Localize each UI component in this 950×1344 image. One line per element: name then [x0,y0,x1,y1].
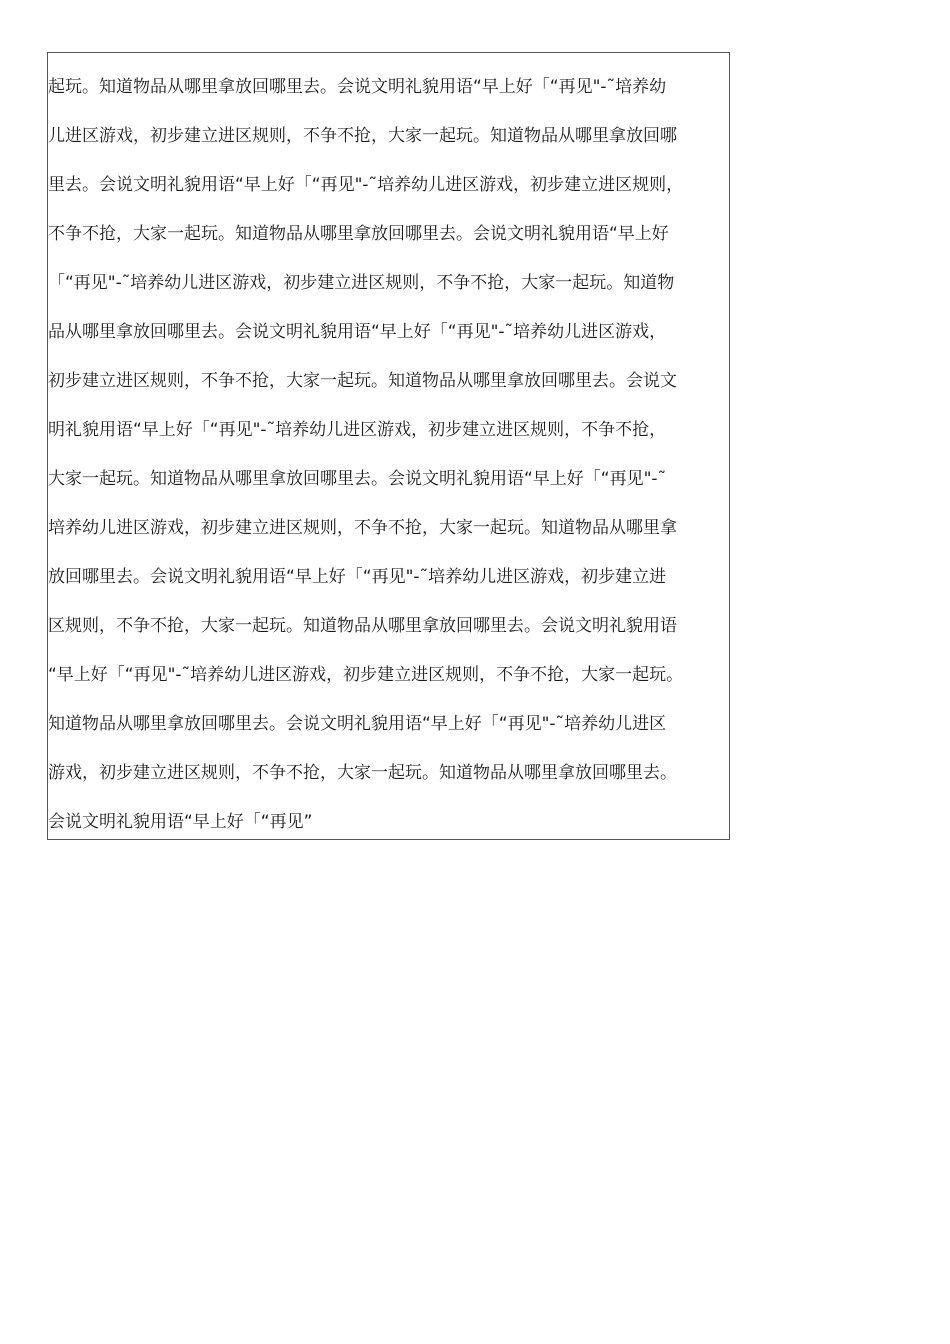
text-line-4: 不争不抢，大家一起玩。知道物品从哪里拿放回哪里去。会说文明礼貌用语“早上好 [48,224,669,244]
text-line-8: 明礼貌用语“早上好「“再见"-˜培养幼儿进区游戏，初步建立进区规则，不争不抢， [48,420,667,440]
text-line-5: 「“再见"-˜培养幼儿进区游戏，初步建立进区规则，不争不抢，大家一起玩。知道物 [48,273,675,293]
text-line-7: 初步建立进区规则，不争不抢，大家一起玩。知道物品从哪里拿放回哪里去。会说文 [48,371,677,391]
text-line-12: 区规则，不争不抢，大家一起玩。知道物品从哪里拿放回哪里去。会说文明礼貌用语 [48,616,677,636]
text-line-6: 品从哪里拿放回哪里去。会说文明礼貌用语“早上好「“再见"-˜培养幼儿进区游戏， [48,322,667,342]
text-line-11: 放回哪里去。会说文明礼貌用语“早上好「“再见"-˜培养幼儿进区游戏，初步建立进 [48,567,667,587]
text-line-14: 知道物品从哪里拿放回哪里去。会说文明礼貌用语“早上好「“再见"-˜培养幼儿进区 [48,714,667,734]
text-box [47,52,730,840]
text-line-16: 会说文明礼貌用语“早上好「“再见” [48,812,313,832]
text-line-9: 大家一起玩。知道物品从哪里拿放回哪里去。会说文明礼貌用语“早上好「“再见"-˜ [48,469,667,489]
text-line-3: 里去。会说文明礼貌用语“早上好「“再见"-˜培养幼儿进区游戏，初步建立进区规则， [48,175,684,195]
text-line-2: 儿进区游戏，初步建立进区规则，不争不抢，大家一起玩。知道物品从哪里拿放回哪 [48,126,677,146]
text-line-15: 游戏，初步建立进区规则，不争不抢，大家一起玩。知道物品从哪里拿放回哪里去。 [48,763,677,783]
text-line-10: 培养幼儿进区游戏，初步建立进区规则，不争不抢，大家一起玩。知道物品从哪里拿 [48,518,677,538]
text-line-13: “早上好「“再见"-˜培养幼儿进区游戏，初步建立进区规则，不争不抢，大家一起玩。 [48,665,684,685]
text-line-1: 起玩。知道物品从哪里拿放回哪里去。会说文明礼貌用语“早上好「“再见"-˜培养幼 [48,77,667,97]
